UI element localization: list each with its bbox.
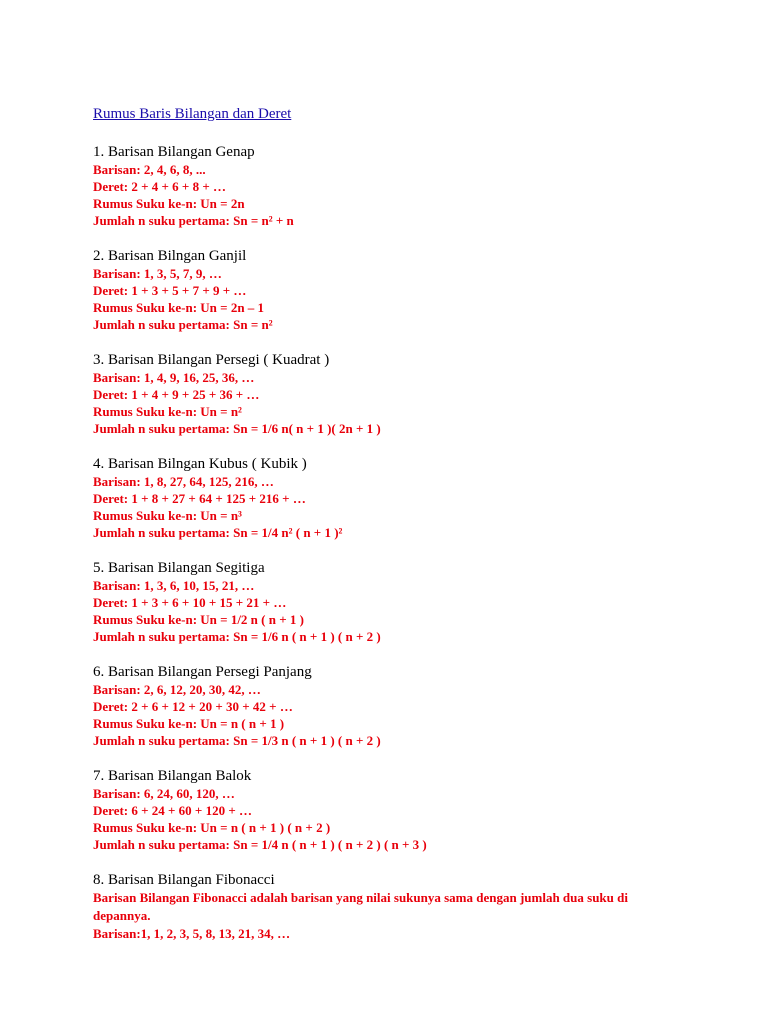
deret-line: Deret: 1 + 8 + 27 + 64 + 125 + 216 + … bbox=[93, 491, 306, 506]
section-4 bbox=[93, 455, 693, 541]
barisan-line: Barisan: 1, 3, 6, 10, 15, 21, … bbox=[93, 578, 255, 593]
deret-line: Deret: 1 + 4 + 9 + 25 + 36 + … bbox=[93, 387, 260, 402]
section-heading: 4. Barisan Bilngan Kubus ( Kubik ) bbox=[93, 456, 307, 472]
barisan-line: Barisan: 2, 6, 12, 20, 30, 42, … bbox=[93, 682, 261, 697]
barisan-line: Barisan:1, 1, 2, 3, 5, 8, 13, 21, 34, … bbox=[93, 926, 291, 941]
section-7 bbox=[93, 767, 693, 853]
fibonacci-description: Barisan Bilangan Fibonacci adalah barisan yang nilai sukunya sama dengan jumlah dua suku di depannya. bbox=[93, 890, 628, 923]
section-heading: 7. Barisan Bilangan Balok bbox=[93, 768, 252, 784]
rumus-line: Rumus Suku ke-n: Un = n² bbox=[93, 404, 242, 419]
deret-line: Deret: 2 + 6 + 12 + 20 + 30 + 42 + … bbox=[93, 699, 293, 714]
jumlah-line: Jumlah n suku pertama: Sn = 1/6 n( n + 1 )( 2n + 1 ) bbox=[93, 421, 381, 436]
section-2 bbox=[93, 247, 693, 333]
deret-line: Deret: 6 + 24 + 60 + 120 + … bbox=[93, 803, 253, 818]
barisan-line: Barisan: 1, 4, 9, 16, 25, 36, … bbox=[93, 370, 255, 385]
deret-line: Deret: 2 + 4 + 6 + 8 + … bbox=[93, 179, 227, 194]
jumlah-line: Jumlah n suku pertama: Sn = 1/3 n ( n + 1 ) ( n + 2 ) bbox=[93, 733, 381, 748]
section-1 bbox=[93, 143, 693, 229]
barisan-line: Barisan: 2, 4, 6, 8, ... bbox=[93, 162, 206, 177]
jumlah-line: Jumlah n suku pertama: Sn = n² bbox=[93, 317, 273, 332]
rumus-line: Rumus Suku ke-n: Un = 2n – 1 bbox=[93, 300, 265, 315]
jumlah-line: Jumlah n suku pertama: Sn = 1/4 n ( n + 1 ) ( n + 2 ) ( n + 3 ) bbox=[93, 837, 427, 852]
section-5 bbox=[93, 559, 693, 645]
section-heading: 3. Barisan Bilangan Persegi ( Kuadrat ) bbox=[93, 352, 330, 368]
rumus-line: Rumus Suku ke-n: Un = n³ bbox=[93, 508, 242, 523]
section-heading: 2. Barisan Bilngan Ganjil bbox=[93, 248, 247, 264]
barisan-line: Barisan: 6, 24, 60, 120, … bbox=[93, 786, 235, 801]
section-3 bbox=[93, 351, 693, 437]
section-heading: 8. Barisan Bilangan Fibonacci bbox=[93, 872, 275, 888]
section-heading: 6. Barisan Bilangan Persegi Panjang bbox=[93, 664, 312, 680]
section-heading: 1. Barisan Bilangan Genap bbox=[93, 144, 255, 160]
section-heading: 5. Barisan Bilangan Segitiga bbox=[93, 560, 265, 576]
barisan-line: Barisan: 1, 8, 27, 64, 125, 216, … bbox=[93, 474, 274, 489]
deret-line: Deret: 1 + 3 + 5 + 7 + 9 + … bbox=[93, 283, 247, 298]
rumus-line: Rumus Suku ke-n: Un = 2n bbox=[93, 196, 245, 211]
section-6 bbox=[93, 663, 693, 749]
rumus-line: Rumus Suku ke-n: Un = 1/2 n ( n + 1 ) bbox=[93, 612, 304, 627]
jumlah-line: Jumlah n suku pertama: Sn = 1/4 n² ( n + 1 )² bbox=[93, 525, 343, 540]
rumus-line: Rumus Suku ke-n: Un = n ( n + 1 ) bbox=[93, 716, 285, 731]
rumus-line: Rumus Suku ke-n: Un = n ( n + 1 ) ( n + 2 ) bbox=[93, 820, 331, 835]
jumlah-line: Jumlah n suku pertama: Sn = n² + n bbox=[93, 213, 294, 228]
document-title-link[interactable]: Rumus Baris Bilangan dan Deret bbox=[93, 106, 292, 122]
barisan-line: Barisan: 1, 3, 5, 7, 9, … bbox=[93, 266, 222, 281]
section-8-fibonacci bbox=[93, 871, 693, 942]
document-page bbox=[93, 104, 693, 942]
deret-line: Deret: 1 + 3 + 6 + 10 + 15 + 21 + … bbox=[93, 595, 287, 610]
jumlah-line: Jumlah n suku pertama: Sn = 1/6 n ( n + 1 ) ( n + 2 ) bbox=[93, 629, 381, 644]
